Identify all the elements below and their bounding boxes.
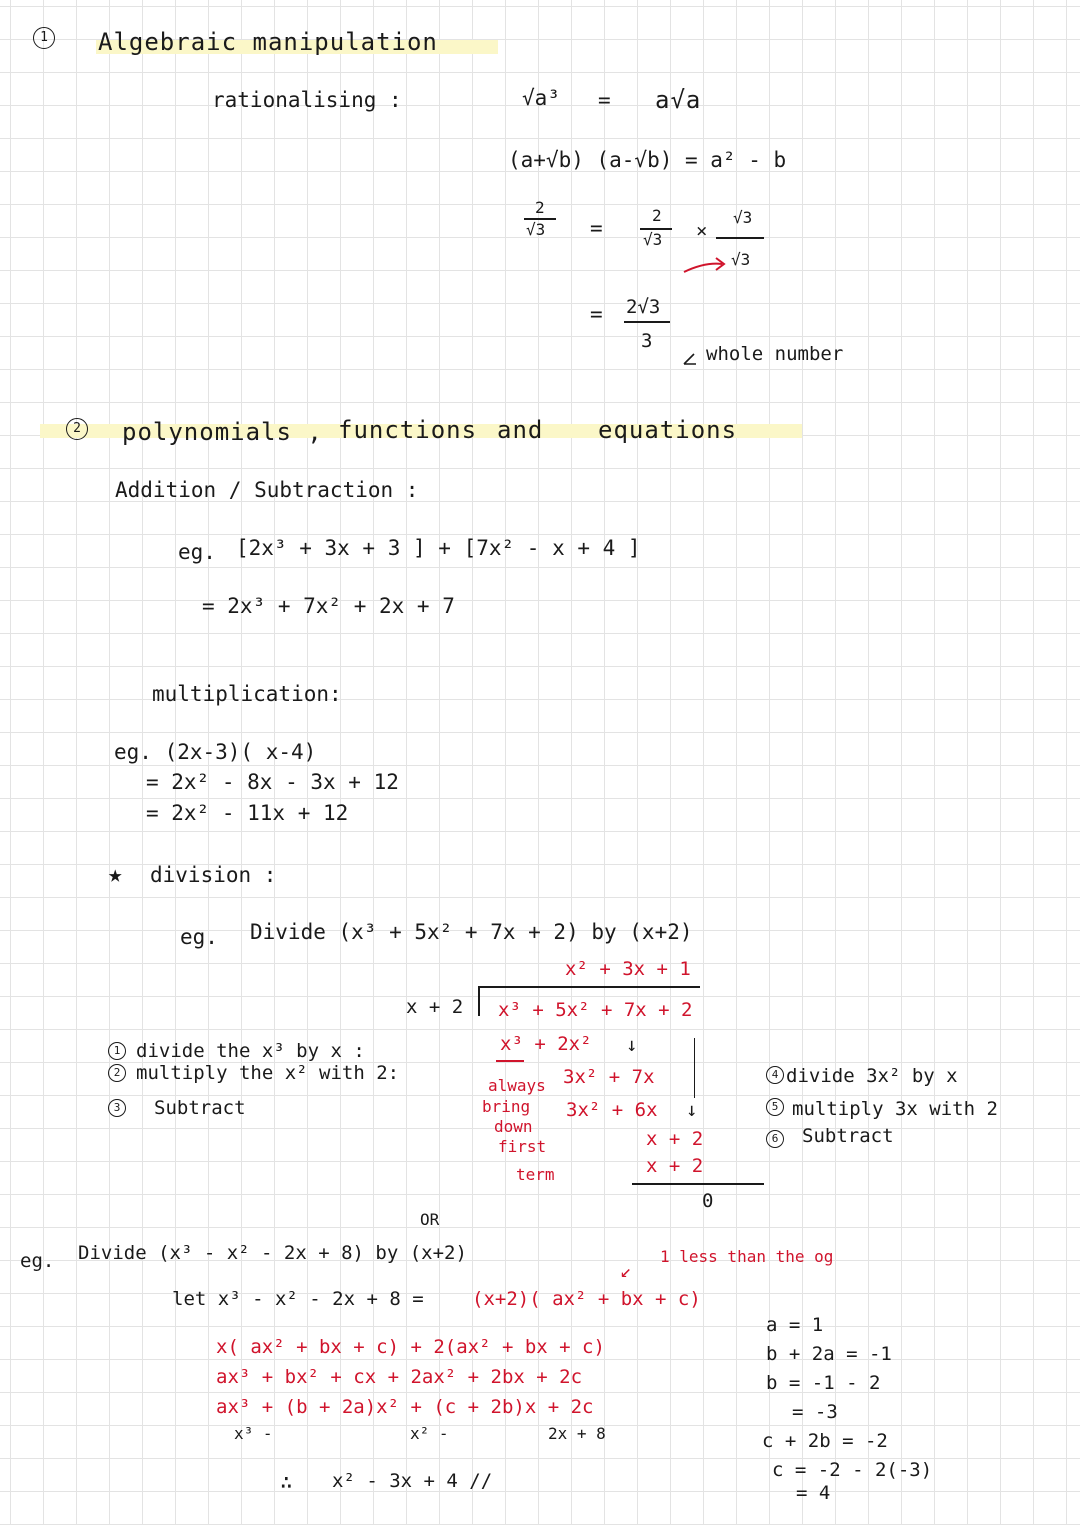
fraction-denominator: √3 xyxy=(731,250,751,269)
remainder: 0 xyxy=(702,1190,714,1212)
let-factor-form: (x+2)( ax² + bx + c) xyxy=(472,1288,701,1310)
section-number: 2 xyxy=(66,418,88,440)
section-title-and: and xyxy=(497,416,544,444)
multiplication-label: multiplication: xyxy=(152,682,342,706)
division-label: division : xyxy=(150,863,277,887)
times-sign: × xyxy=(696,220,708,242)
step-number: 5 xyxy=(766,1098,784,1116)
hint-down: down xyxy=(494,1117,533,1136)
hint-always: always xyxy=(488,1076,546,1095)
coefficient-match: x³ - xyxy=(234,1424,273,1443)
section-number: 1 xyxy=(33,27,55,49)
subtraction-step: 3x² + 6x xyxy=(566,1099,658,1121)
conjugate-identity: (a+√b) (a-√b) = a² - b xyxy=(508,148,787,172)
section-title-equations: equations xyxy=(598,416,738,444)
fraction-denominator: √3 xyxy=(643,230,663,249)
a-root-a: a√a xyxy=(655,86,702,114)
solve-line: c = -2 - 2(-3) xyxy=(772,1459,933,1481)
coefficient-match: x² - xyxy=(410,1424,449,1443)
subtraction-step: 3x² + 7x xyxy=(563,1066,655,1088)
down-arrow: ↓ xyxy=(626,1034,638,1056)
solve-line: = -3 xyxy=(792,1401,838,1423)
arrow-icon: ↙ xyxy=(620,1260,632,1282)
solve-line: b = -1 - 2 xyxy=(766,1372,881,1394)
eg-label: eg. xyxy=(178,540,216,564)
eg-label: eg. xyxy=(180,925,218,949)
subtraction-step: x³ + 2x² xyxy=(500,1033,592,1055)
subtraction-step: x + 2 xyxy=(646,1128,704,1150)
multiplication-step: = 2x² - 8x - 3x + 12 xyxy=(146,770,399,794)
equals-sign: = xyxy=(590,302,603,326)
coefficient-match: 2x + 8 xyxy=(548,1424,606,1443)
solve-line: c + 2b = -2 xyxy=(762,1430,888,1452)
hint-bring: bring xyxy=(482,1097,531,1116)
result-denominator: 3 xyxy=(641,330,653,352)
addition-result: = 2x³ + 7x² + 2x + 7 xyxy=(202,594,455,618)
section-title-polynomials: polynomials , xyxy=(122,418,323,446)
step-number: 3 xyxy=(108,1099,126,1117)
solve-line: b + 2a = -1 xyxy=(766,1343,892,1365)
expansion-step: ax³ + bx² + cx + 2ax² + 2bx + 2c xyxy=(216,1366,583,1388)
section-title: Algebraic manipulation xyxy=(98,28,438,56)
quotient: x² + 3x + 1 xyxy=(565,958,691,980)
rationalising-label: rationalising : xyxy=(212,88,402,112)
down-arrow: ↓ xyxy=(686,1099,698,1121)
division-problem-2: Divide (x³ - x² - 2x + 8) by (x+2) xyxy=(78,1242,467,1264)
hint-first: first xyxy=(498,1137,547,1156)
addition-subtraction-label: Addition / Subtraction : xyxy=(115,478,419,502)
multiplication-example: eg. (2x-3)( x-4) xyxy=(114,740,317,764)
step-number: 6 xyxy=(766,1130,784,1148)
step-text: multiply 3x with 2 xyxy=(792,1098,998,1120)
or-label: OR xyxy=(420,1210,440,1229)
eg-label: eg. xyxy=(20,1250,55,1272)
whole-number-note: whole number xyxy=(706,343,844,365)
final-answer: x² - 3x + 4 // xyxy=(332,1470,493,1492)
division-problem: Divide (x³ + 5x² + 7x + 2) by (x+2) xyxy=(250,920,693,944)
equals-sign: = xyxy=(590,216,603,240)
solve-line: a = 1 xyxy=(766,1314,824,1336)
star-icon: ★ xyxy=(108,860,124,888)
expansion-step: ax³ + (b + 2a)x² + (c + 2b)x + 2c xyxy=(216,1396,594,1418)
let-statement: let x³ - x² - 2x + 8 = xyxy=(172,1288,424,1310)
multiplication-result: = 2x² - 11x + 12 xyxy=(146,801,349,825)
step-number: 1 xyxy=(108,1042,126,1060)
step-text: multiply the x² with 2: xyxy=(136,1062,400,1084)
subtraction-step: x + 2 xyxy=(646,1155,704,1177)
step-text: divide 3x² by x xyxy=(786,1065,958,1087)
step-text: divide the x³ by x : xyxy=(136,1040,365,1062)
therefore-symbol: ∴ xyxy=(280,1470,293,1494)
fraction-numerator: 2 xyxy=(652,206,662,225)
step-text: Subtract xyxy=(802,1125,894,1147)
fraction-denominator: √3 xyxy=(526,220,546,239)
equals-sign: = xyxy=(598,88,611,112)
degree-note: 1 less than the og xyxy=(660,1247,834,1266)
solve-line: = 4 xyxy=(796,1482,831,1504)
step-number: 2 xyxy=(108,1064,126,1082)
section-title-functions: functions xyxy=(338,416,478,444)
step-number: 4 xyxy=(766,1066,784,1084)
addition-expression: [2x³ + 3x + 3 ] + [7x² - x + 4 ] xyxy=(236,536,641,560)
result-numerator: 2√3 xyxy=(626,296,661,318)
fraction-numerator: √3 xyxy=(733,208,753,227)
dividend: x³ + 5x² + 7x + 2 xyxy=(498,999,693,1021)
divisor: x + 2 xyxy=(406,996,464,1018)
step-text: Subtract xyxy=(154,1097,246,1119)
expansion-step: x( ax² + bx + c) + 2(ax² + bx + c) xyxy=(216,1336,605,1358)
fraction-numerator: 2 xyxy=(535,198,545,217)
root-a-cubed: √a³ xyxy=(522,86,560,110)
hint-term: term xyxy=(516,1165,555,1184)
